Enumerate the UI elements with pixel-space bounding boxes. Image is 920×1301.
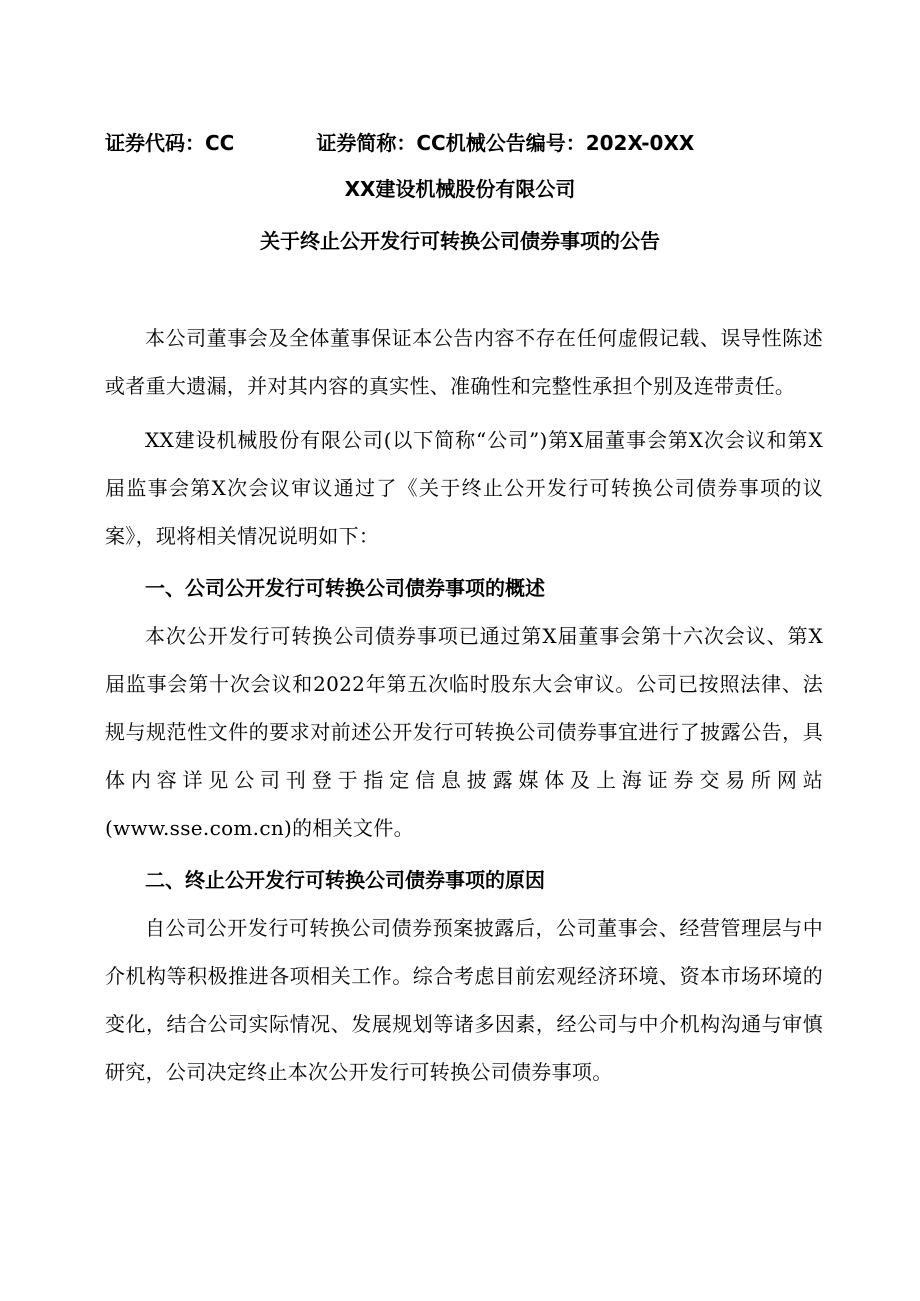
paragraph-intro: XX建设机械股份有限公司(以下简称“公司”)第X届董事会第X次会议和第X届监事会第X次会议审议通过了《关于终止公开发行可转换公司债券事项的议案》，现将相关情况说明如下： — [105, 428, 823, 548]
notice-title: 关于终止公开发行可转换公司债券事项的公告 — [260, 229, 660, 253]
section-heading-overview: 一、公司公开发行可转换公司债券事项的概述 — [145, 576, 545, 600]
stock-code: 证券代码：CC — [105, 131, 235, 155]
paragraph-statement: 本公司董事会及全体董事保证本公告内容不存在任何虚假记载、误导性陈述或者重大遗漏，并对其内容的真实性、准确性和完整性承担个别及连带责任。 — [105, 326, 823, 398]
header-line — [105, 128, 694, 158]
paragraph-overview: 本次公开发行可转换公司债券事项已通过第X届董事会第十六次会议、第X届监事会第十次会议和2022年第五次临时股东大会审议。公司已按照法律、法规与规范性文件的要求对前述公开发行可转换公司债券事宜进行了披露公告，具体内容详见公司刊登于指定信息披露媒体及上海证券交易所网站(www.sse.com.cn)的相关文件。 — [105, 624, 823, 840]
document-body — [105, 314, 823, 1096]
section-heading-reason: 二、终止公开发行可转换公司债券事项的原因 — [145, 868, 545, 892]
stock-abbr: 证券简称：CC机械 — [316, 131, 486, 155]
paragraph-reason: 自公司公开发行可转换公司债券预案披露后，公司董事会、经营管理层与中介机构等积极推进各项相关工作。综合考虑目前宏观经济环境、资本市场环境的变化，结合公司实际情况、发展规划等诸多因素，经公司与中介机构沟通与审慎研究，公司决定终止本次公开发行可转换公司债券事项。 — [105, 916, 823, 1084]
company-title: XX建设机械股份有限公司 — [344, 177, 576, 201]
notice-number: 公告编号：202X-0XX — [485, 131, 695, 155]
